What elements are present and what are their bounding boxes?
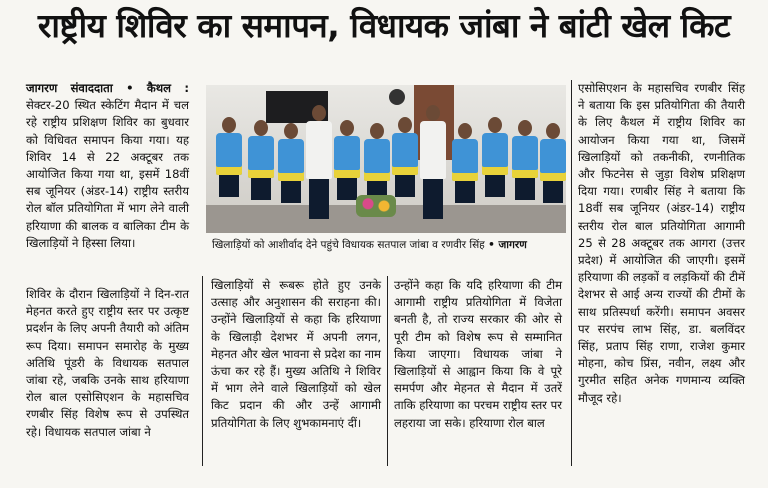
person-head — [546, 123, 560, 139]
column-2 — [211, 277, 381, 432]
person-legs — [485, 175, 505, 197]
person-jersey — [248, 136, 274, 178]
person-legs — [281, 181, 301, 203]
column-4 — [578, 80, 745, 407]
person-legs — [395, 175, 415, 197]
caption-source: • जागरण — [488, 239, 527, 251]
person-head — [340, 120, 354, 136]
paragraph: एसोसिएशन के महासचिव रणबीर सिंह ने बताया कि इस प्रतियोगिता की तैयारी के लिए कैथल में राष्ट्रीय शिविर का आयोजन किया गया था, जिसमें खिलाड़ियों को तकनीकी, रणनीतिक और फिटनेस से जुड़ा विशेष प्रशिक्षण दिया गया। रणबीर सिंह ने बताया कि 18वीं सब जूनियर (अंडर-14) राष्ट्रीय स्तरीय रोल बाल प्रतियोगिता आगामी 25 से 28 अक्टूबर तक आगरा (उत्तर प्रदेश) में आयोजित की जाएगी। इसमें हरियाणा की लड़कों व लड़कियों की टीमें देशभर से आई अन्य राज्यों की टीमों के साथ प्रतिस्पर्धा करेंगी। समापन अवसर पर सरपंच लाभ सिंह, डा. बलविंदर सिंह, प्रताप सिंह राणा, राजेश कुमार मोहना, कोच प्रिंस, नवीन, लक्ष्य और गुरमीत सहित अनेक गणमान्य व्यक्ति मौजूद रहे। — [578, 81, 745, 405]
person-legs — [309, 179, 329, 219]
person-head — [312, 105, 326, 121]
person-jersey — [512, 136, 538, 178]
column-1-top — [26, 80, 189, 252]
person-jersey — [306, 121, 332, 179]
person-head — [458, 123, 472, 139]
person-head — [222, 117, 236, 133]
person-head — [284, 123, 298, 139]
person-head — [426, 105, 440, 121]
person-jersey — [540, 139, 566, 181]
news-photo — [206, 85, 566, 233]
person-head — [488, 117, 502, 133]
wall-logo — [389, 89, 405, 105]
byline: जागरण संवाददाता • कैथल : — [26, 81, 189, 95]
person-jersey — [216, 133, 242, 175]
flower-bouquet — [356, 195, 396, 217]
person-legs — [543, 181, 563, 203]
column-divider — [571, 80, 572, 466]
article-intro — [26, 80, 189, 252]
column-divider — [387, 276, 388, 466]
caption-text: खिलाड़ियों को आशीर्वाद देने पहुंचे विधायक सतपाल जांबा व रणवीर सिंह — [212, 239, 485, 251]
person-head — [370, 123, 384, 139]
person-jersey — [482, 133, 508, 175]
person-head — [518, 120, 532, 136]
person-legs — [423, 179, 443, 219]
column-3 — [394, 277, 562, 432]
person-head — [398, 117, 412, 133]
person-head — [254, 120, 268, 136]
paragraph: खिलाड़ियों से रूबरू होते हुए उनके उत्साह और अनुशासन की सराहना की। उन्होंने खिलाड़ियों से कहा कि हरियाणा के खिलाड़ी देशभर में अपनी लगन, मेहनत और खेल भावना से प्रदेश का नाम ऊंचा कर रहे हैं। मुख्य अतिथि ने शिविर में भाग लेने वाले खिलाड़ियों को खेल किट प्रदान की और उन्हें आगामी प्रतियोगिता के लिए शुभकामनाएं दीं। — [211, 278, 381, 430]
paragraph: उन्होंने कहा कि यदि हरियाणा की टीम आगामी राष्ट्रीय प्रतियोगिता में विजेता बनती है, तो राज्य सरकार की ओर से पूरी टीम को विशेष रूप से सम्मानित किया जाएगा। विधायक जांबा ने खिलाड़ियों से आह्वान किया कि वे पूरे समर्पण और मेहनत से मैदान में उतरें ताकि हरियाणा का परचम राष्ट्रीय स्तर पर लहराया जा सके। हरियाणा रोल बाल — [394, 278, 562, 430]
person-jersey — [452, 139, 478, 181]
person-legs — [337, 178, 357, 200]
paragraph: शिविर के दौरान खिलाड़ियों ने दिन-रात मेहनत करते हुए राष्ट्रीय स्तर पर उत्कृष्ट प्रदर्शन के लिए अपनी तैयारी को अंतिम रूप दिया। समापन समारोह के मुख्य अतिथि पूंडरी के विधायक सतपाल जांबा रहे, जबकि उनके साथ हरियाणा रोल बाल एसोसिएशन के महासचिव रणबीर सिंह विशेष रूप से उपस्थित रहे। विधायक सतपाल जांबा ने — [26, 287, 189, 439]
headline: राष्ट्रीय शिविर का समापन, विधायक जांबा ने बांटी खेल किट — [37, 6, 731, 45]
intro-text: सेक्टर-20 स्थित स्केटिंग मैदान में चल रहे राष्ट्रीय प्रशिक्षण शिविर का बुधवार को विधिवत समापन किया गया। यह शिविर 14 से 22 अक्टूबर तक आयोजित किया गया था, इसमें 18वीं सब जूनियर (अंडर-14) राष्ट्रीय स्तरीय रोल बॉल प्रतियोगिता में भाग लेने वाली हरियाणा की बालक व बालिका टीम के खिलाड़ियों ने हिस्सा लिया। — [26, 98, 189, 250]
person-jersey — [420, 121, 446, 179]
person-jersey — [278, 139, 304, 181]
photo-caption — [212, 238, 568, 252]
person-jersey — [334, 136, 360, 178]
column-divider — [202, 276, 203, 466]
column-1-bottom — [26, 286, 189, 441]
person-jersey — [364, 139, 390, 181]
person-legs — [455, 181, 475, 203]
person-legs — [219, 175, 239, 197]
person-jersey — [392, 133, 418, 175]
person-legs — [251, 178, 271, 200]
person-legs — [515, 178, 535, 200]
